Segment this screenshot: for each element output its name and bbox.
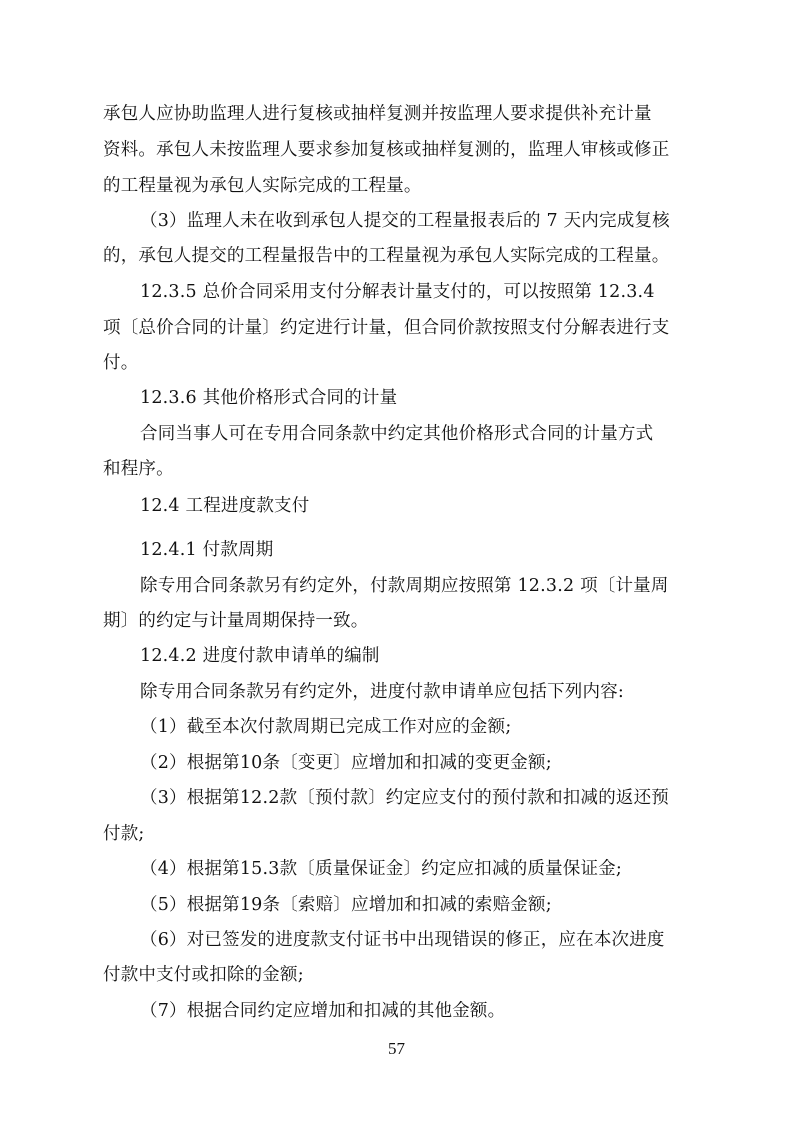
paragraph-line: 资料。承包人未按监理人要求参加复核或抽样复测的，监理人审核或修正 <box>103 140 670 160</box>
paragraph-line: 的，承包人提交的工程量报告中的工程量视为承包人实际完成的工程量。 <box>103 246 670 266</box>
list-item: （6）对已签发的进度款支付证书中出现错误的修正，应在本次进度 <box>140 930 665 950</box>
section-heading-12-3-6: 12.3.6 其他价格形式合同的计量 <box>140 388 398 408</box>
list-item: （2）根据第10条〔变更〕应增加和扣减的变更金额; <box>140 753 552 773</box>
list-item: （3）根据第12.2款〔预付款〕约定应支付的预付款和扣减的返还预 <box>140 788 669 808</box>
paragraph-line: 期〕的约定与计量周期保持一致。 <box>103 611 369 631</box>
paragraph-line: 付。 <box>103 353 139 373</box>
paragraph-line: （3）监理人未在收到承包人提交的工程量报表后的 7 天内完成复核 <box>140 211 670 231</box>
section-heading-12-4: 12.4 工程进度款支付 <box>140 496 310 516</box>
paragraph-line: 和程序。 <box>103 459 174 479</box>
section-heading-12-4-1: 12.4.1 付款周期 <box>140 540 274 560</box>
list-item: （4）根据第15.3款〔质量保证金〕约定应扣减的质量保证金; <box>140 859 622 879</box>
section-heading-12-3-5: 12.3.5 总价合同采用支付分解表计量支付的，可以按照第 12.3.4 <box>140 282 655 302</box>
paragraph-line: 项〔总价合同的计量〕约定进行计量，但合同价款按照支付分解表进行支 <box>103 318 670 338</box>
list-item-continuation: 付款; <box>103 824 145 844</box>
list-item: （7）根据合同约定应增加和扣减的其他金额。 <box>140 1001 506 1021</box>
list-item: （1）截至本次付款周期已完成工作对应的金额; <box>140 717 512 737</box>
paragraph-line: 承包人应协助监理人进行复核或抽样复测并按监理人要求提供补充计量 <box>103 104 652 124</box>
page-number: 57 <box>388 1039 405 1058</box>
list-item-continuation: 付款中支付或扣除的金额; <box>103 965 304 985</box>
paragraph-line: 除专用合同条款另有约定外，进度付款申请单应包括下列内容: <box>140 682 624 702</box>
paragraph-line: 合同当事人可在专用合同条款中约定其他价格形式合同的计量方式 <box>140 424 654 444</box>
paragraph-line: 的工程量视为承包人实际完成的工程量。 <box>103 176 422 196</box>
list-item: （5）根据第19条〔索赔〕应增加和扣减的索赔金额; <box>140 895 552 915</box>
paragraph-line: 除专用合同条款另有约定外，付款周期应按照第 12.3.2 项〔计量周 <box>140 576 669 596</box>
section-heading-12-4-2: 12.4.2 进度付款申请单的编制 <box>140 646 380 666</box>
